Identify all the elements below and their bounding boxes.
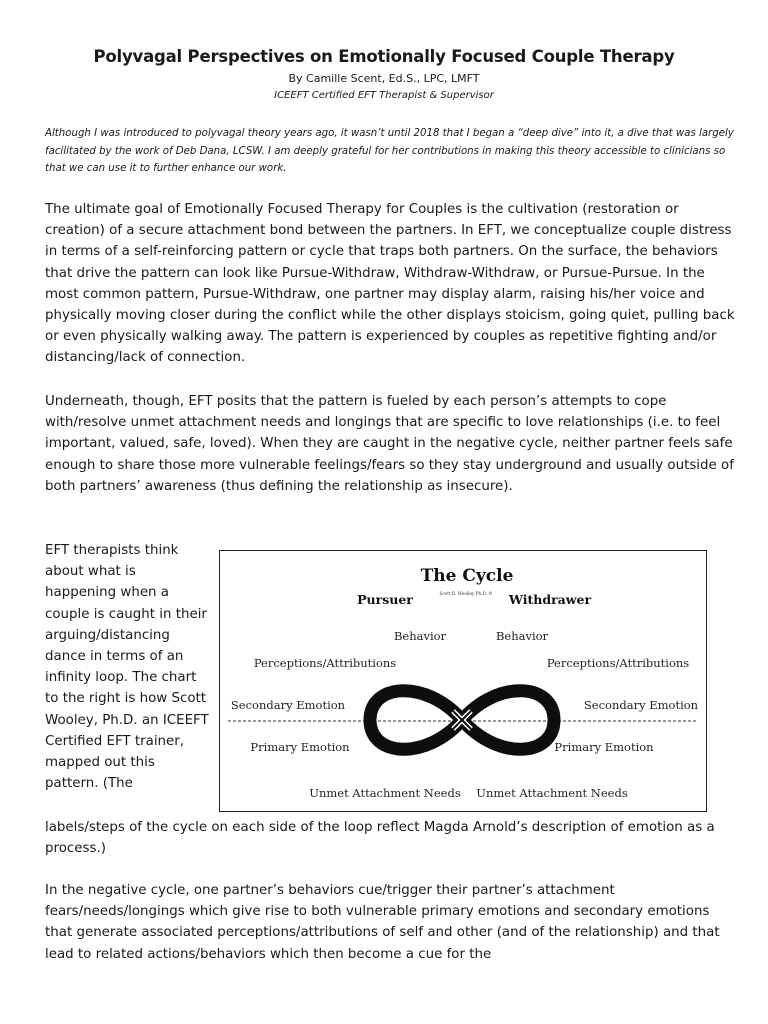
body-paragraph-2: Underneath, though, EFT posits that the pattern is fueled by each person’s attempts to cope with/resolve unmet attachment needs and longings that are specific to love relationships (i.e. to feel important, valued, safe, loved). When they are caught in the negative cycle, neither partner feels safe enough to share those more vulnerable feelings/fears so they stay underground and usually outside of both partners’ awareness (thus defining the relationship as insecure).	[45, 394, 734, 494]
cycle-figure	[219, 550, 707, 812]
right-unmet-needs-label: Unmet Attachment Needs	[476, 786, 628, 800]
left-perceptions-label: Perceptions/Attributions	[253, 656, 397, 670]
right-behavior-label: Behavior	[495, 629, 549, 643]
author-certification: ICEEFT Certified EFT Therapist & Supervisor	[274, 90, 494, 101]
document-title: Polyvagal Perspectives on Emotionally Focused Couple Therapy	[93, 47, 675, 66]
withdrawer-header: Withdrawer	[508, 592, 592, 607]
left-unmet-needs-label: Unmet Attachment Needs	[309, 786, 461, 800]
intro-paragraph: Although I was introduced to polyvagal theory years ago, it wasn’t until 2018 that I began a “deep dive” into it, a dive that was largely facilitated by the work of Deb Dana, LCSW. I am deeply grateful for her contributions in making this theory accessible to clinicians so that we can use it to further enhance our work.	[45, 128, 734, 174]
body-paragraph-1: The ultimate goal of Emotionally Focused Therapy for Couples is the cultivation (restoration or creation) of a secure attachment bond between the partners. In EFT, we conceptualize couple distress in terms of a self-reinforcing pattern or cycle that traps both partners. On the surface, the behaviors that drive the pattern can look like Pursue-Withdraw, Withdraw-Withdraw, or Pursue-Pursue. In the most common pattern, Pursue-Withdraw, one partner may display alarm, raising his/her voice and physically moving closer during the conflict while the other displays stoicism, going quiet, pulling back or even physically walking away. The pattern is experienced by couples as repetitive fighting and/or distancing/lack of connection.	[45, 202, 735, 366]
left-primary-emotion-label: Primary Emotion	[250, 740, 350, 754]
right-primary-emotion-label: Primary Emotion	[554, 740, 654, 754]
body-paragraph-3-side: EFT therapists think about what is happening when a couple is caught in their arguing/distancing dance in terms of an infinity loop. The chart to the right is how Scott Wooley, Ph.D. an ICEEFT Certified EFT trainer, mapped out this pattern. (The	[45, 543, 209, 792]
pursuer-header: Pursuer	[357, 592, 413, 607]
author-byline: By Camille Scent, Ed.S., LPC, LMFT	[288, 72, 480, 85]
right-perceptions-label: Perceptions/Attributions	[546, 656, 690, 670]
cycle-diagram	[220, 551, 708, 813]
infinity-loop-icon	[370, 691, 554, 750]
figure-title: The Cycle	[420, 566, 514, 586]
body-paragraph-3-tail: labels/steps of the cycle on each side of the loop reflect Magda Arnold’s description of emotion as a process.)	[45, 820, 715, 857]
body-paragraph-4: In the negative cycle, one partner’s behaviors cue/trigger their partner’s attachment fears/needs/longings which give rise to both vulnerable primary emotions and secondary emotions that generate associated perceptions/attributions of self and other (and of the relationship) and that lead to related actions/behaviors which then become a cue for the	[45, 883, 720, 962]
left-behavior-label: Behavior	[393, 629, 447, 643]
figure-credit: Scott R. Woolley Ph.D. ©	[439, 591, 493, 596]
right-secondary-emotion-label: Secondary Emotion	[583, 698, 699, 712]
left-secondary-emotion-label: Secondary Emotion	[230, 698, 346, 712]
